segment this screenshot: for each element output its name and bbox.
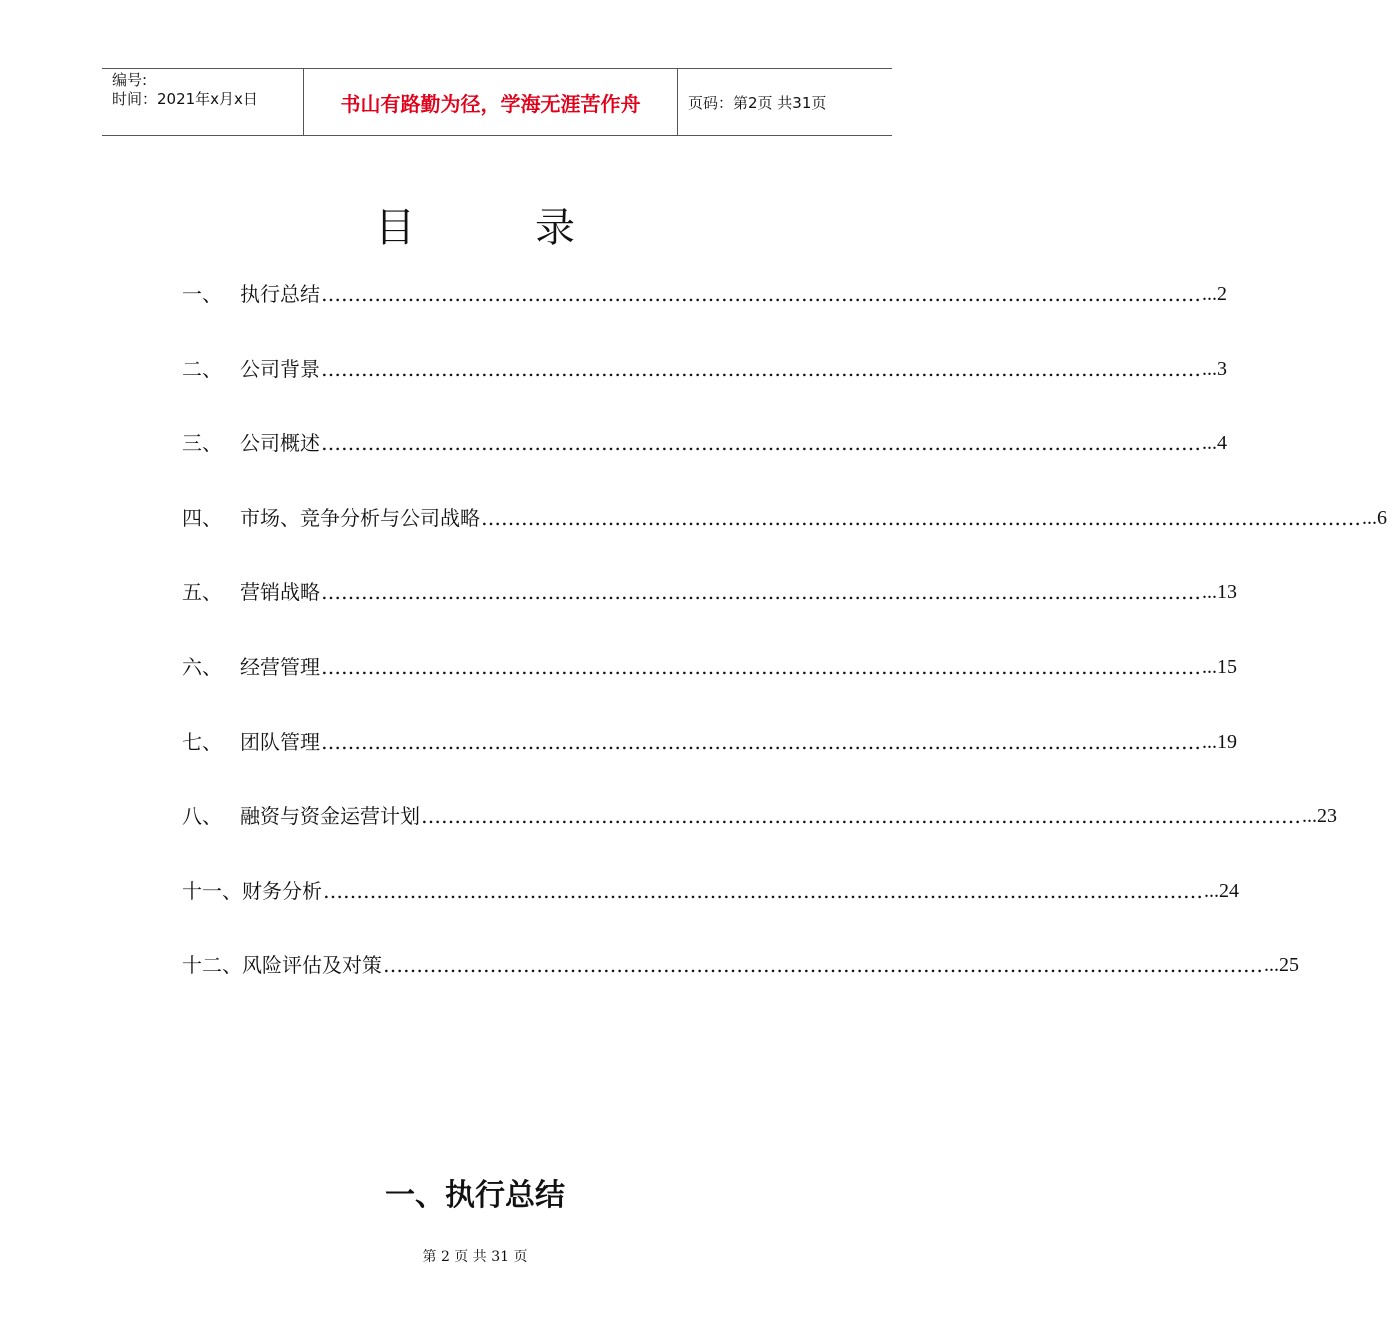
document-date: 时间：2021年x月x日	[112, 90, 258, 108]
toc-entry-number: 一、	[182, 282, 222, 306]
header-meta	[102, 69, 304, 135]
toc-entry-label: 财务分析	[242, 878, 322, 903]
toc-entry-number: 七、	[182, 729, 222, 754]
toc-entry[interactable]	[182, 722, 1237, 797]
toc-leader-dots: ……………………………………………………………………………………………………………………	[321, 431, 1201, 456]
toc-leader-dots: ……………………………………………………………………………………………………………………	[321, 282, 1201, 306]
page-header	[102, 68, 892, 136]
toc-entry-label: 风险评估及对策	[242, 953, 382, 978]
toc-entry-label: 融资与资金运营计划	[240, 804, 420, 829]
toc-leader-dots: ……………………………………………………………………………………………………………………	[383, 953, 1263, 978]
toc-entry-number: 五、	[182, 580, 222, 605]
toc-leader-dots: ……………………………………………………………………………………………………………………	[481, 505, 1361, 530]
toc-entry-page: ...15	[1202, 655, 1237, 678]
toc-entry[interactable]	[182, 647, 1237, 722]
toc-entry-page: ...6	[1362, 506, 1387, 529]
toc-entry-number: 二、	[182, 356, 222, 381]
toc-entry-label: 市场、竞争分析与公司战略	[240, 505, 480, 530]
toc-entry[interactable]	[182, 945, 1299, 1020]
toc-entry[interactable]	[182, 871, 1239, 946]
toc-entry-label: 营销战略	[240, 580, 320, 605]
toc-entry-label: 执行总结	[240, 282, 320, 306]
toc-entry-page: ...2	[1202, 283, 1227, 305]
toc-entry-number: 四、	[182, 505, 222, 530]
toc-entry-page: ...3	[1202, 357, 1227, 380]
toc-entry-number: 八、	[182, 804, 222, 829]
toc-entry-label: 公司概述	[240, 431, 320, 456]
toc-entry-label: 经营管理	[240, 654, 320, 679]
toc-entry-label: 团队管理	[240, 729, 320, 754]
toc-entry-label: 公司背景	[240, 356, 320, 381]
toc-leader-dots: ……………………………………………………………………………………………………………………	[321, 654, 1201, 679]
toc-entry-page: ...24	[1204, 879, 1239, 902]
toc-entry[interactable]	[182, 349, 1227, 424]
header-page-info: 页码：第2页 共31页	[688, 93, 827, 112]
toc-entry-page: ...4	[1202, 432, 1227, 455]
toc-title: 目录	[375, 205, 695, 251]
section-heading: 一、执行总结	[385, 1178, 565, 1213]
header-motto: 书山有路勤为径，学海无涯苦作舟	[304, 69, 678, 135]
toc-entry-page: ...19	[1202, 730, 1237, 753]
toc-entry-number: 十二、	[182, 953, 242, 978]
toc-entry[interactable]	[182, 796, 1337, 871]
toc-leader-dots: ……………………………………………………………………………………………………………………	[323, 878, 1203, 903]
toc-entry-page: ...23	[1302, 805, 1337, 828]
toc-entry-page: ...13	[1202, 581, 1237, 604]
toc-entry-number: 十一、	[182, 878, 242, 903]
toc-entry-number: 六、	[182, 654, 222, 679]
toc-leader-dots: ……………………………………………………………………………………………………………………	[321, 356, 1201, 381]
toc-entry[interactable]	[182, 572, 1237, 647]
toc-entry[interactable]	[182, 498, 1387, 573]
document-number-label: 编号:	[112, 71, 148, 89]
toc-leader-dots: ……………………………………………………………………………………………………………………	[321, 729, 1201, 754]
toc-entry-number: 三、	[182, 431, 222, 456]
page-footer: 第 2 页 共 31 页	[422, 1249, 528, 1265]
toc-leader-dots: ……………………………………………………………………………………………………………………	[421, 804, 1301, 829]
toc-leader-dots: ……………………………………………………………………………………………………………………	[321, 580, 1201, 605]
toc-entry-page: ...25	[1264, 954, 1299, 977]
table-of-contents	[182, 274, 1387, 1020]
toc-entry[interactable]	[182, 274, 1227, 349]
toc-entry[interactable]	[182, 423, 1227, 498]
